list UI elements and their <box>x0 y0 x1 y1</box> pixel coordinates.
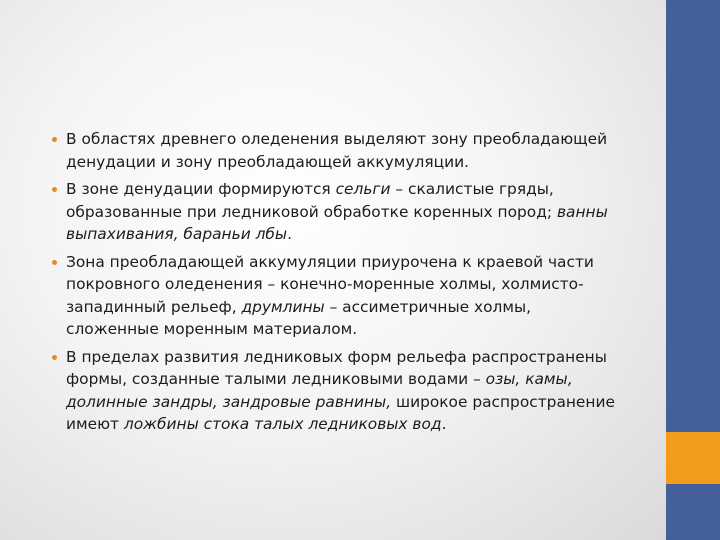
italic-term: ложбины стока талых ледниковых вод <box>123 415 442 433</box>
bullet-item <box>50 178 625 246</box>
bullet-item <box>50 346 625 436</box>
bullet-text: . <box>441 415 447 433</box>
italic-term: озы, камы, долинные зандры, зандровые равнины, <box>66 370 573 411</box>
italic-term: ванны выпахивания, бараньи лбы <box>66 202 608 243</box>
italic-term: сельги <box>335 180 391 198</box>
bullet-item <box>50 251 625 341</box>
bullet-text: В областях древнего оледенения выделяют зону преобладающей денудации и зону преобладающей аккумуляции. <box>66 130 608 171</box>
bullet-item <box>50 128 625 173</box>
bullet-text: В зоне денудации формируются <box>66 180 336 198</box>
bullet-text: – скалистые гряды, образованные при ледниковой обработке коренных пород; <box>66 180 557 221</box>
bullet-text: В пределах развития ледниковых форм рельефа распространены формы, созданные талыми ледниковыми водами – <box>66 347 607 388</box>
bullet-dot-icon <box>52 137 57 142</box>
italic-term: друмлины <box>241 297 325 316</box>
bullet-list <box>50 128 625 441</box>
side-accent-block <box>666 432 720 484</box>
bullet-dot-icon <box>52 355 57 360</box>
bullet-text: Зона преобладающей аккумуляции приурочена к краевой части покровного оледенения – конечно-моренные холмы, холмисто-западинный рельеф, <box>66 252 594 316</box>
bullet-dot-icon <box>52 187 57 192</box>
bullet-dot-icon <box>52 260 57 265</box>
bullet-text: – ассиметричные холмы, сложенные моренным материалом. <box>66 297 532 338</box>
bullet-text: широкое распространение имеют <box>66 392 615 433</box>
bullet-text: . <box>287 225 292 243</box>
